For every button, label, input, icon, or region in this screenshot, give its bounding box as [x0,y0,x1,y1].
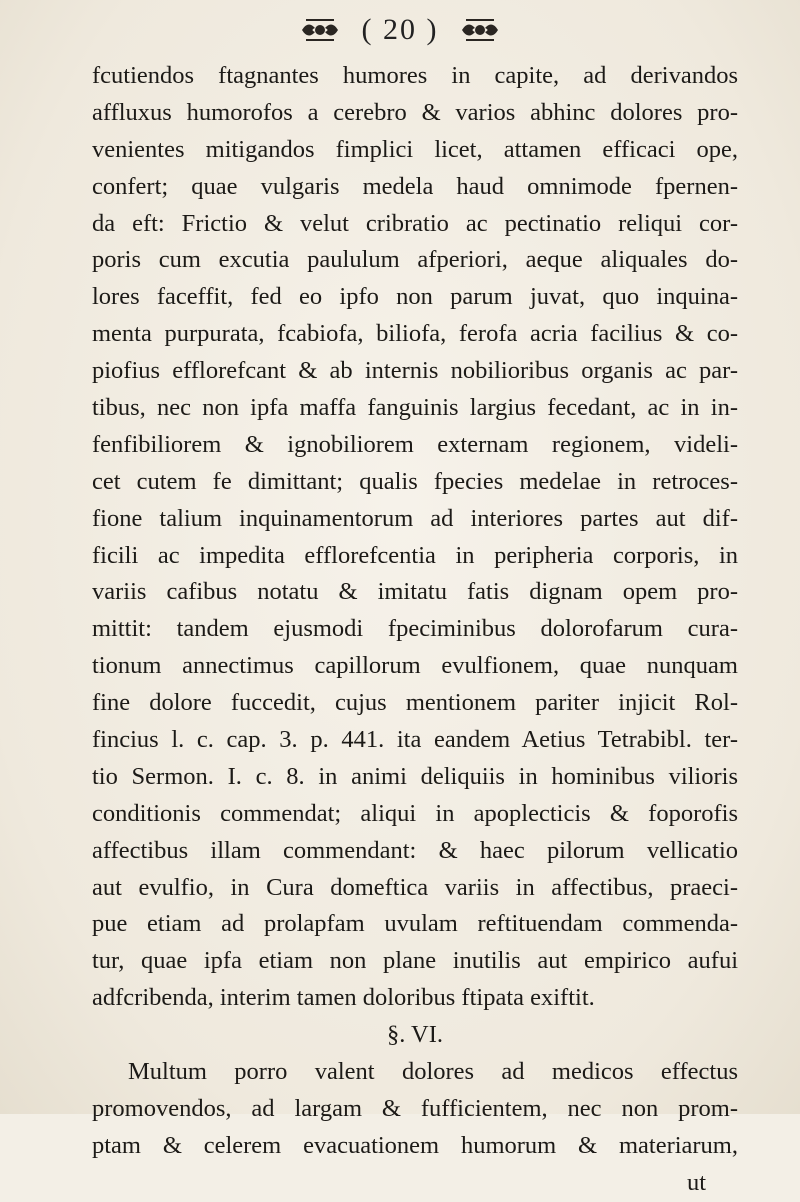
text-line: tibus, nec non ipfa maffa fanguinis largius fecedant, ac in in- [92,394,738,422]
text-line: da eft: Frictio & velut cribratio ac pectinatio reliqui cor- [92,209,738,237]
text-line: ficili ac impedita efflorefcentia in peripheria corporis, in [92,541,738,569]
text-line: promovendos, ad largam & fufficientem, nec non prom- [92,1094,738,1122]
text-line: Multum porro valent dolores ad medicos effectus [128,1058,738,1086]
text-line: confert; quae vulgaris medela haud omnimode fpernen- [92,172,738,200]
text-block [92,58,738,1202]
text-line: tio Sermon. I. c. 8. in animi deliquiis in hominibus vilioris [92,762,738,790]
text-line: menta purpurata, fcabiofa, biliofa, ferofa acria facilius & co- [92,320,738,348]
text-line: fenfibiliorem & ignobiliorem externam regionem, videli- [92,430,738,458]
text-line: tionum annectimus capillorum evulfionem, quae nunquam [92,652,738,680]
text-line: aut evulfio, in Cura domeftica variis in affectibus, praeci- [92,873,738,901]
left-ornament-icon [300,17,340,43]
text-line: pue etiam ad prolapfam uvulam reftituendam commenda- [92,910,738,938]
text-line: affluxus humorofos a cerebro & varios abhinc dolores pro- [92,98,738,126]
catchword: ut [686,1168,706,1196]
text-line: fione talium inquinamentorum ad interiores partes aut dif- [92,504,738,532]
text-line: poris cum excutia paululum afperiori, aeque aliquales do- [92,246,738,274]
text-line: adfcribenda, interim tamen doloribus ftipata exiftit. [92,984,595,1012]
text-line: venientes mitigandos fimplici licet, attamen efficaci ope, [92,135,738,163]
right-ornament-icon [460,17,500,43]
text-line: mittit: tandem ejusmodi fpeciminibus dolorofarum cura- [92,615,738,643]
text-line: fine dolore fuccedit, cujus mentionem pariter injicit Rol- [92,689,738,717]
page-header [0,8,800,52]
text-line: tur, quae ipfa etiam non plane inutilis aut empirico aufui [92,947,738,975]
text-line: conditionis commendat; aliqui in apoplecticis & foporofis [92,799,738,827]
text-line: lores faceffit, fed eo ipfo non parum juvat, quo inquina- [92,283,738,311]
text-line: affectibus illam commendant: & haec pilorum vellicatio [92,836,738,864]
text-line: ptam & celerem evacuationem humorum & materiarum, [92,1131,738,1159]
page-number: ( 20 ) [361,13,439,46]
text-line: fincius l. c. cap. 3. p. 441. ita eandem Aetius Tetrabibl. ter- [92,726,738,754]
text-line: cet cutem fe dimittant; qualis fpecies medelae in retroces- [92,467,738,495]
text-line: variis cafibus notatu & imitatu fatis dignam opem pro- [92,578,738,606]
text-line: piofius efflorefcant & ab internis nobilioribus organis ac par- [92,357,738,385]
section-heading: §. VI. [386,1021,444,1049]
text-line: fcutiendos ftagnantes humores in capite, ad derivandos [92,62,738,89]
